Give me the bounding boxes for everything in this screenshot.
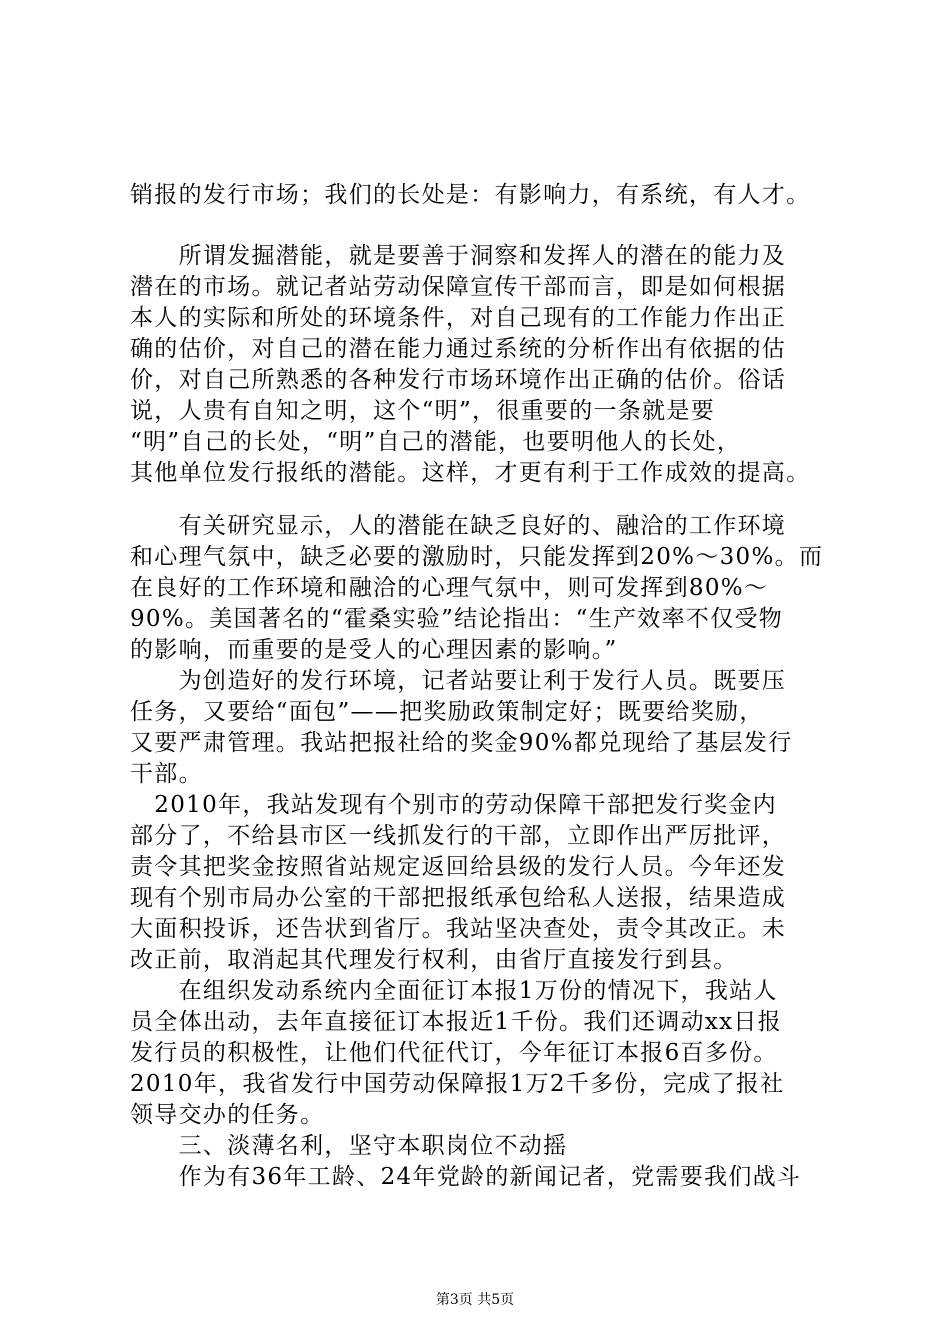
text-line: 责令其把奖金按照省站规定返回给县级的发行人员。今年还发 (130, 854, 787, 880)
section-heading: 三、淡薄名利，坚守本职岗位不动摇 (130, 1133, 568, 1159)
text-line: “明”自己的长处，“明”自己的潜能，也要明他人的长处， (130, 429, 742, 455)
text-line: 90%。美国著名的“霍桑实验”结论指出：“生产效率不仅受物 (130, 606, 784, 632)
text-line: 作为有36年工龄、24年党龄的新闻记者，党需要我们战斗 (130, 1164, 802, 1190)
text-line: 员全体出动，去年直接征订本报近1千份。我们还调动xx日报 (130, 1009, 782, 1035)
text-line: 又要严肃管理。我站把报社给的奖金90%都兑现给了基层发行 (130, 730, 793, 756)
text-line: 价，对自己所熟悉的各种发行市场环境作出正确的估价。俗话 (130, 367, 787, 393)
text-line: 部分了，不给县市区一线抓发行的干部，立即作出严厉批评， (130, 823, 787, 849)
page-number-footer: 第3页 共5页 (435, 1292, 515, 1308)
text-line: 有关研究显示，人的潜能在缺乏良好的、融洽的工作环境 (130, 513, 787, 539)
text-line: 说，人贵有自知之明，这个“明”，很重要的一条就是要 (130, 398, 716, 424)
text-line: 大面积投诉，还告状到省厅。我站坚决查处，责令其改正。未 (130, 916, 787, 942)
text-line: 发行员的积极性，让他们代征代订，今年征订本报6百多份。 (130, 1040, 778, 1066)
text-line: 所谓发掘潜能，就是要善于洞察和发挥人的潜在的能力及 (130, 243, 787, 269)
text-line: 现有个别市局办公室的干部把报纸承包给私人送报，结果造成 (130, 885, 787, 911)
text-line: 干部。 (130, 761, 203, 787)
text-line: 的影响，而重要的是受人的心理因素的影响。” (130, 637, 618, 663)
text-line: 潜在的市场。就记者站劳动保障宣传干部而言，即是如何根据 (130, 274, 787, 300)
text-line: 和心理气氛中，缺乏必要的激励时，只能发挥到20%～30%。而 (130, 544, 824, 570)
text-line: 本人的实际和所处的环境条件，对自己现有的工作能力作出正 (130, 305, 787, 331)
text-line: 改正前，取消起其代理发行权利，由省厅直接发行到县。 (130, 947, 738, 973)
text-line: 领导交办的任务。 (130, 1102, 325, 1128)
text-line: 为创造好的发行环境，记者站要让利于发行人员。既要压 (130, 668, 787, 694)
text-line: 任务，又要给“面包”——把奖励政策制定好；既要给奖励， (130, 699, 764, 725)
text-line: 在良好的工作环境和融洽的心理气氛中，则可发挥到80%～ (130, 575, 769, 601)
text-line: 确的估价，对自己的潜在能力通过系统的分析作出有依据的估 (130, 336, 787, 362)
text-line: 其他单位发行报纸的潜能。这样，才更有利于工作成效的提高。 (130, 460, 811, 486)
text-line: 销报的发行市场；我们的长处是：有影响力，有系统，有人才。 (130, 182, 811, 208)
text-line: 在组织发动系统内全面征订本报1万份的情况下，我站人 (130, 978, 778, 1004)
text-line: 2010年，我站发现有个别市的劳动保障干部把发行奖金内 (130, 792, 777, 818)
text-line: 2010年，我省发行中国劳动保障报1万2千多份，完成了报社 (130, 1071, 785, 1097)
